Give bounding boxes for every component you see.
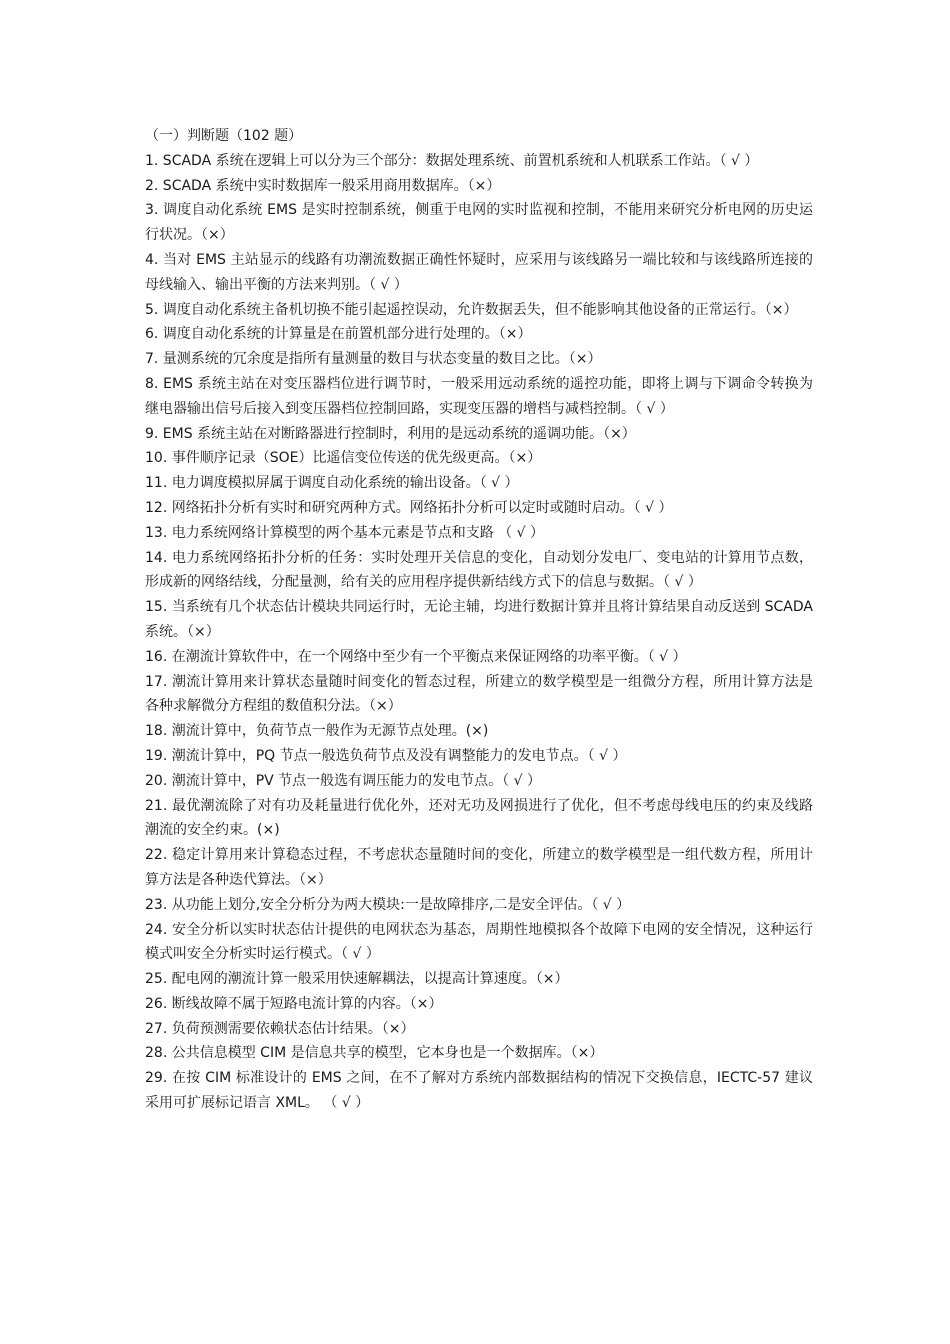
question-item-1: 1. SCADA 系统在逻辑上可以分为三个部分：数据处理系统、前置机系统和人机联系工作站。（ √ ） — [145, 152, 759, 169]
question-item-5: 5. 调度自动化系统主备机切换不能引起遥控误动，允许数据丢失，但不能影响其他设备的正常运行。（×） — [145, 301, 798, 318]
question-item-20: 20. 潮流计算中，PV 节点一般选有调压能力的发电节点。（ √ ） — [145, 772, 542, 789]
question-item-16: 16. 在潮流计算软件中，在一个网络中至少有一个平衡点来保证网络的功率平衡。（ √ ） — [145, 648, 687, 665]
question-item-22: 22. 稳定计算用来计算稳态过程，不考虑状态量随时间的变化，所建立的数学模型是一组代数方程，所用计算方法是各种迭代算法。（×） — [145, 847, 813, 888]
question-item-3: 3. 调度自动化系统 EMS 是实时控制系统，侧重于电网的实时监视和控制，不能用来研究分析电网的历史运行状况。（×） — [145, 202, 813, 244]
question-item-28: 28. 公共信息模型 CIM 是信息共享的模型，它本身也是一个数据库。（×） — [145, 1045, 604, 1062]
question-item-24: 24. 安全分析以实时状态估计提供的电网状态为基态，周期性地模拟各个故障下电网的安全情况，这种运行模式叫安全分析实时运行模式。（ √ ） — [145, 921, 813, 963]
question-item-23: 23. 从功能上划分,安全分析分为两大模块:一是故障排序,二是安全评估。（ √ ） — [145, 896, 631, 913]
question-item-21: 21. 最优潮流除了对有功及耗量进行优化外，还对无功及网损进行了优化，但不考虑母线电压的约束及线路潮流的安全约束。(×) — [145, 797, 813, 839]
question-item-29: 29. 在按 CIM 标准设计的 EMS 之间，在不了解对方系统内部数据结构的情况下交换信息，IECTC-57 建议采用可扩展标记语言 XML。 （ √ ） — [145, 1070, 813, 1112]
question-item-18: 18. 潮流计算中，负荷节点一般作为无源节点处理。(×) — [145, 723, 489, 740]
question-item-25: 25. 配电网的潮流计算一般采用快速解耦法，以提高计算速度。（×） — [145, 971, 569, 988]
question-item-8: 8. EMS 系统主站在对变压器档位进行调节时，一般采用远动系统的遥控功能，即将上调与下调命令转换为继电器输出信号后接入到变压器档位控制回路，实现变压器的增档与减档控制。（ √ ） — [145, 375, 813, 417]
question-item-10: 10. 事件顺序记录（SOE）比遥信变位传送的优先级更高。（×） — [145, 450, 542, 467]
question-item-17: 17. 潮流计算用来计算状态量随时间变化的暂态过程，所建立的数学模型是一组微分方程，所用计算方法是各种求解微分方程组的数值积分法。（×） — [145, 673, 813, 715]
question-item-6: 6. 调度自动化系统的计算量是在前置机部分进行处理的。（×） — [145, 326, 532, 343]
question-item-12: 12. 网络拓扑分析有实时和研究两种方式。网络拓扑分析可以定时或随时启动。（ √ ） — [145, 499, 673, 516]
question-item-27: 27. 负荷预测需要依赖状态估计结果。（×） — [145, 1020, 415, 1037]
question-item-11: 11. 电力调度模拟屏属于调度自动化系统的输出设备。（ √ ） — [145, 475, 519, 492]
question-item-13: 13. 电力系统网络计算模型的两个基本元素是节点和支路 （ √ ） — [145, 524, 544, 541]
section-heading: （一）判断题（102 题） — [145, 128, 303, 144]
question-item-14: 14. 电力系统网络拓扑分析的任务：实时处理开关信息的变化，自动划分发电厂、变电站的计算用节点数，形成新的网络结线，分配量测，给有关的应用程序提供新结线方式下的信息与数据。（ √ ） — [145, 549, 813, 591]
document-body — [145, 124, 813, 1116]
question-item-26: 26. 断线故障不属于短路电流计算的内容。（×） — [145, 995, 443, 1012]
question-item-4: 4. 当对 EMS 主站显示的线路有功潮流数据正确性怀疑时，应采用与该线路另一端比较和与该线路所连接的母线输入、输出平衡的方法来判别。（ √ ） — [145, 251, 813, 293]
question-item-7: 7. 量测系统的冗余度是指所有量测量的数目与状态变量的数目之比。（×） — [145, 351, 602, 368]
question-item-9: 9. EMS 系统主站在对断路器进行控制时，利用的是远动系统的遥调功能。（×） — [145, 425, 636, 442]
question-item-2: 2. SCADA 系统中实时数据库一般采用商用数据库。（×） — [145, 177, 501, 194]
question-item-15: 15. 当系统有几个状态估计模块共同运行时，无论主辅，均进行数据计算并且将计算结果自动反送到 SCADA 系统。（×） — [145, 599, 813, 640]
question-item-19: 19. 潮流计算中，PQ 节点一般选负荷节点及没有调整能力的发电节点。（ √ ） — [145, 747, 627, 764]
